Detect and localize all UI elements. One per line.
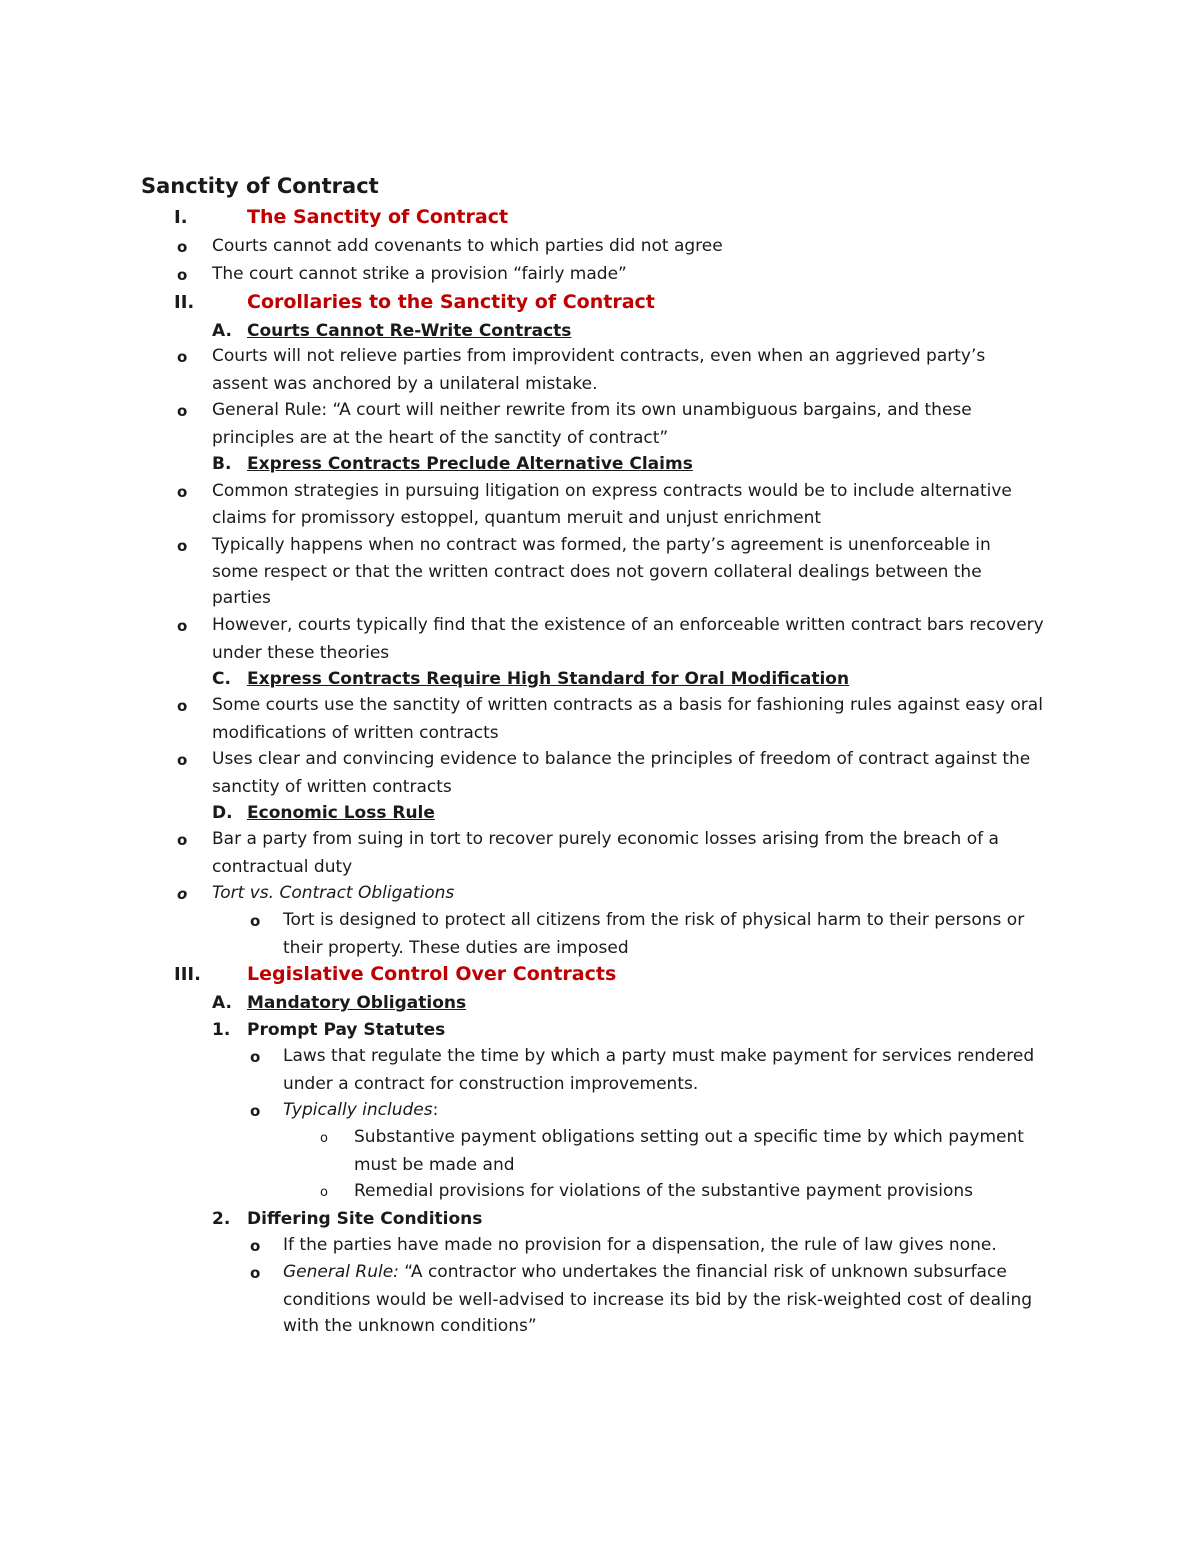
bullet-text: Bar a party from suing in tort to recover purely economic losses arising from the breach of a: [212, 829, 999, 849]
document-title: Sanctity of Contract: [141, 174, 379, 198]
bullet-text-continued: parties: [212, 588, 271, 608]
bullet-icon: o: [250, 1264, 261, 1282]
bullet-icon: o: [177, 617, 188, 635]
sub-bullet-icon: o: [320, 1131, 328, 1146]
subsection-title: Mandatory Obligations: [247, 993, 467, 1013]
bullet-icon: o: [177, 402, 188, 420]
bullet-text-continued: claims for promissory estoppel, quantum meruit and unjust enrichment: [212, 508, 822, 528]
section-title: The Sanctity of Contract: [247, 206, 509, 228]
bullet-text-rest: “A contractor who undertakes the financial risk of unknown subsurface: [398, 1262, 1007, 1282]
bullet-icon: o: [250, 1237, 261, 1255]
bullet-text: Courts cannot add covenants to which parties did not agree: [212, 236, 723, 256]
subsection-letter: A.: [212, 321, 232, 341]
section-numeral: II.: [174, 292, 195, 313]
bullet-text-continued: assent was anchored by a unilateral mistake.: [212, 374, 598, 394]
bullet-text: Laws that regulate the time by which a party must make payment for services rendered: [283, 1046, 1035, 1066]
bullet-text: Typically happens when no contract was formed, the party’s agreement is unenforceable in: [212, 535, 991, 555]
bullet-text: Common strategies in pursuing litigation on express contracts would be to include alternative: [212, 481, 1012, 501]
bullet-icon: o: [177, 483, 188, 501]
bullet-icon: o: [177, 537, 188, 555]
bullet-text: If the parties have made no provision for a dispensation, the rule of law gives none.: [283, 1235, 997, 1255]
bullet-text: Uses clear and convincing evidence to balance the principles of freedom of contract against the: [212, 749, 1031, 769]
numbered-item-title: Prompt Pay Statutes: [247, 1020, 446, 1040]
bullet-icon: o: [177, 885, 188, 903]
bullet-text: General Rule: “A court will neither rewrite from its own unambiguous bargains, and these: [212, 400, 972, 420]
bullet-icon: o: [250, 1102, 261, 1120]
bullet-icon: o: [177, 697, 188, 715]
section-numeral: III.: [174, 964, 201, 985]
subsection-title: Express Contracts Require High Standard for Oral Modification: [247, 669, 850, 689]
bullet-text-continued: modifications of written contracts: [212, 723, 499, 743]
bullet-icon: o: [177, 348, 188, 366]
section-title: Corollaries to the Sanctity of Contract: [247, 291, 655, 313]
subsection-letter: A.: [212, 993, 232, 1013]
bullet-text-continued: principles are at the heart of the sanctity of contract”: [212, 428, 669, 448]
bullet-text: [283, 1261, 1007, 1283]
sub-bullet-text: Substantive payment obligations setting out a specific time by which payment: [354, 1127, 1024, 1147]
numbered-item-title: Differing Site Conditions: [247, 1209, 483, 1229]
numbered-item-number: 1.: [212, 1020, 231, 1040]
bullet-icon: o: [177, 266, 188, 284]
bullet-text-italic: General Rule:: [283, 1262, 399, 1282]
bullet-icon: o: [177, 831, 188, 849]
numbered-item-number: 2.: [212, 1209, 231, 1229]
bullet-icon: o: [250, 1048, 261, 1066]
bullet-text-italic: Typically includes: [283, 1100, 433, 1120]
subsection-letter: D.: [212, 803, 233, 823]
sub-bullet-text: Tort is designed to protect all citizens from the risk of physical harm to their persons or: [283, 910, 1025, 930]
bullet-text: Some courts use the sanctity of written contracts as a basis for fashioning rules against easy oral: [212, 695, 1043, 715]
bullet-text: However, courts typically find that the existence of an enforceable written contract bars recovery: [212, 615, 1044, 635]
bullet-text-suffix: :: [432, 1100, 439, 1120]
subsection-letter: C.: [212, 669, 231, 689]
bullet-text-continued: contractual duty: [212, 857, 353, 877]
subsection-title: Economic Loss Rule: [247, 803, 435, 823]
bullet-text-continued: sanctity of written contracts: [212, 777, 452, 797]
bullet-text: [283, 1099, 438, 1121]
section-numeral: I.: [174, 207, 188, 228]
section-title: Legislative Control Over Contracts: [247, 963, 617, 985]
sub-bullet-icon: o: [320, 1185, 328, 1200]
bullet-text: Tort vs. Contract Obligations: [212, 883, 455, 903]
sub-bullet-text-continued: their property. These duties are imposed: [283, 938, 629, 958]
bullet-icon: o: [177, 751, 188, 769]
bullet-text-continued: with the unknown conditions”: [283, 1316, 537, 1336]
subsection-letter: B.: [212, 454, 232, 474]
bullet-text-continued: under a contract for construction improvements.: [283, 1074, 699, 1094]
bullet-text-continued: conditions would be well-advised to increase its bid by the risk-weighted cost of dealing: [283, 1290, 1033, 1310]
subsection-title: Courts Cannot Re-Write Contracts: [247, 321, 572, 341]
subsection-title: Express Contracts Preclude Alternative Claims: [247, 454, 693, 474]
bullet-icon: o: [177, 238, 188, 256]
sub-bullet-icon: o: [250, 912, 261, 930]
sub-bullet-text: Remedial provisions for violations of the substantive payment provisions: [354, 1181, 973, 1201]
sub-bullet-text-continued: must be made and: [354, 1155, 515, 1175]
bullet-text-continued: some respect or that the written contract does not govern collateral dealings between the: [212, 562, 982, 582]
bullet-text-continued: under these theories: [212, 643, 390, 663]
bullet-text: Courts will not relieve parties from improvident contracts, even when an aggrieved party’s: [212, 346, 986, 366]
bullet-text: The court cannot strike a provision “fairly made”: [212, 264, 627, 284]
